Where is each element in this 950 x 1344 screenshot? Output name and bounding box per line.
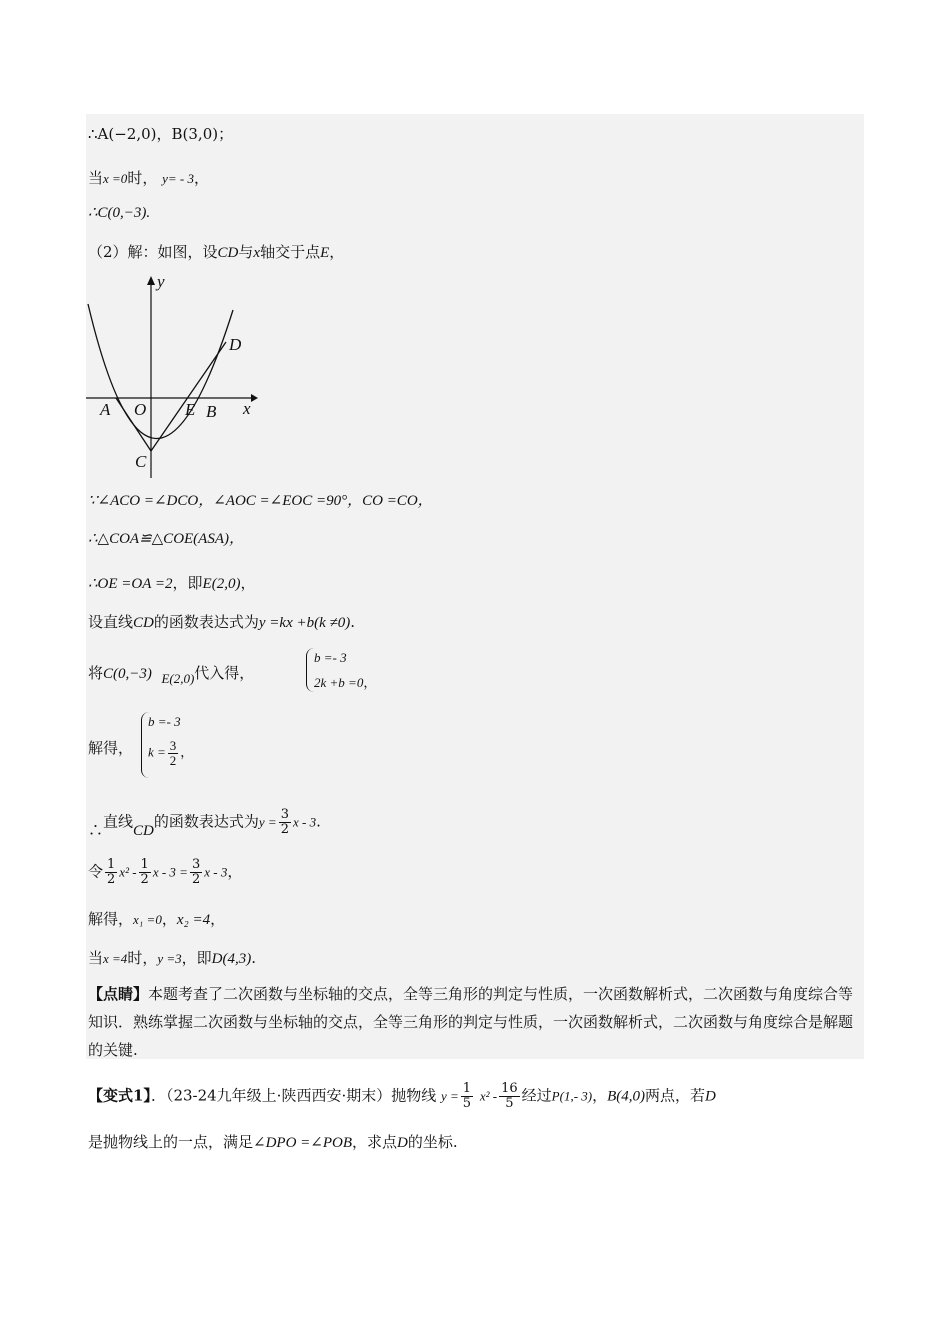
label-b: B	[206, 402, 217, 421]
math: y =kx +b(k ≠0)	[258, 615, 351, 631]
math: x₁ =0	[133, 912, 162, 927]
label-y: y	[157, 272, 165, 291]
math: y =	[258, 814, 277, 830]
text: ，	[240, 574, 256, 592]
math: D(4,3)	[211, 951, 252, 967]
parabola-figure	[86, 270, 266, 485]
fraction	[139, 858, 151, 887]
variant-line-1	[88, 1082, 716, 1111]
line-solve: 解得，	[88, 739, 134, 757]
equation-row: b =- 3	[148, 714, 181, 729]
label-o: O	[134, 400, 147, 419]
variant-tag: 【变式1】	[88, 1086, 151, 1105]
label-x: x	[243, 399, 251, 418]
denominator: 2	[169, 753, 177, 768]
text: ∴A(−2,0)，B(3,0)；	[88, 125, 234, 143]
text: 的坐标.	[407, 1133, 458, 1151]
text: 时，	[127, 169, 158, 187]
math: x - 3 =	[152, 864, 188, 880]
text: 两点，若	[645, 1086, 706, 1105]
comment-tag: 【点睛】	[88, 985, 149, 1003]
text: ，	[180, 744, 194, 760]
text: ，求点	[352, 1133, 398, 1151]
line-substitute	[88, 663, 254, 684]
comment-text: 本题考查了二次函数与坐标轴的交点，全等三角形的判定与性质，一次函数解析式，二次函数与角度综合等知识．熟练掌握二次函数与坐标轴的交点，全等三角形的判定与性质，一次函数解析式，二次函数与角度综合是解题的关键.	[88, 985, 854, 1059]
text: 当	[88, 949, 104, 967]
x-axis-arrow-icon	[251, 394, 258, 402]
text: .	[350, 613, 356, 631]
text: ，	[329, 243, 345, 261]
math: D	[705, 1088, 716, 1105]
segment-cd	[151, 342, 226, 451]
text: ，	[363, 675, 377, 690]
text: ，	[592, 1086, 608, 1105]
numerator: 1	[462, 1081, 472, 1096]
text: 直线	[103, 812, 134, 831]
denominator: 2	[191, 872, 201, 887]
numerator: 1	[107, 857, 116, 872]
text: ，	[161, 910, 177, 928]
label-d: D	[229, 335, 242, 354]
equation-row	[314, 673, 376, 693]
label-c: C	[135, 452, 147, 471]
text: 当	[88, 169, 104, 187]
fraction	[279, 808, 291, 837]
line-roots	[88, 909, 225, 930]
label-e: E	[185, 400, 196, 419]
y-axis-arrow-icon	[147, 276, 155, 285]
text: （2）解：如图，设	[88, 243, 218, 261]
text: 的函数表达式为	[153, 613, 259, 631]
math: k =	[148, 744, 166, 760]
fraction	[190, 858, 202, 887]
math: CD	[133, 822, 154, 839]
text: 与	[238, 243, 254, 261]
math: x² -	[479, 1088, 498, 1104]
math: x - 3	[292, 814, 317, 830]
math: C(0,−3)	[103, 666, 152, 682]
line-cd-expression	[88, 808, 321, 837]
fraction	[461, 1082, 473, 1111]
fraction	[499, 1082, 520, 1111]
text: 时，	[127, 949, 158, 967]
math: ∴△COA≌△COE(ASA)，	[88, 531, 244, 547]
text: 令	[88, 862, 104, 881]
numerator: 3	[169, 738, 177, 753]
denominator: 2	[280, 822, 289, 837]
math: D	[397, 1135, 408, 1151]
text: 的函数表达式为	[153, 812, 259, 831]
line-point-d	[88, 948, 256, 969]
line-part2-intro	[88, 242, 344, 263]
text: 代入得，	[194, 664, 255, 682]
text: 经过	[521, 1086, 552, 1105]
text: 设直线	[88, 613, 134, 631]
text: 轴交于点	[260, 243, 321, 261]
math: x - 3	[204, 864, 228, 880]
numerator: 16	[501, 1081, 518, 1096]
text: ，即	[181, 949, 212, 967]
math: CD	[133, 615, 154, 631]
math: E	[320, 245, 330, 261]
line-point-c	[88, 203, 150, 223]
text: 是抛物线上的一点，满足	[88, 1133, 254, 1151]
text: ，	[193, 169, 209, 187]
text: ，	[227, 862, 243, 881]
text: ，即	[172, 574, 203, 592]
denominator: 2	[107, 872, 116, 887]
equation-row	[148, 739, 193, 768]
math: E(2,0)	[202, 576, 241, 592]
variant-source: ．（23-24九年级上·陕西西安·期末）抛物线	[150, 1086, 437, 1105]
variant-line-2	[88, 1132, 458, 1153]
math: ∴OE =OA =2	[88, 576, 173, 592]
math: P(1,- 3)	[551, 1088, 593, 1104]
label-a: A	[100, 400, 111, 419]
text: 解得，	[88, 910, 134, 928]
math: x =0	[103, 171, 128, 186]
math: x₂ =4	[176, 912, 211, 928]
line-angle-conditions	[88, 491, 433, 511]
denominator: 2	[140, 872, 149, 887]
text: 将	[88, 664, 104, 682]
text: .	[251, 949, 256, 967]
math: y =3	[157, 951, 182, 966]
denominator: 5	[505, 1096, 514, 1111]
math: ∠DPO =∠POB	[253, 1135, 353, 1151]
comment-paragraph	[88, 980, 862, 1064]
text: ，	[210, 910, 226, 928]
line-oe-oa	[88, 573, 255, 594]
math: 2k +b =0	[314, 675, 364, 690]
text: .	[316, 812, 321, 831]
numerator: 1	[140, 857, 149, 872]
denominator: 5	[462, 1096, 472, 1111]
line-equation	[88, 858, 242, 887]
line-points-ab	[88, 124, 233, 144]
line-set-cd	[88, 612, 355, 633]
math: CD	[217, 245, 239, 261]
math: y =	[441, 1088, 459, 1104]
fraction	[168, 739, 179, 768]
math: y= - 3	[162, 171, 194, 186]
line-when-x0	[88, 168, 209, 189]
numerator: 3	[191, 857, 201, 872]
math: ∵∠ACO =∠DCO，∠AOC =∠EOC =90°，CO =CO，	[88, 493, 433, 509]
equation-row: b =- 3	[314, 650, 347, 665]
text: ∴	[88, 820, 104, 839]
numerator: 3	[280, 807, 289, 822]
line-congruence	[88, 529, 244, 549]
math: B(4,0)	[607, 1088, 646, 1105]
fraction	[105, 858, 117, 887]
math: ∴C(0,−3).	[88, 205, 151, 221]
math: x² -	[119, 864, 137, 880]
math: E(2,0)	[161, 671, 195, 686]
math: x =4	[103, 951, 128, 966]
math: x	[253, 245, 261, 261]
